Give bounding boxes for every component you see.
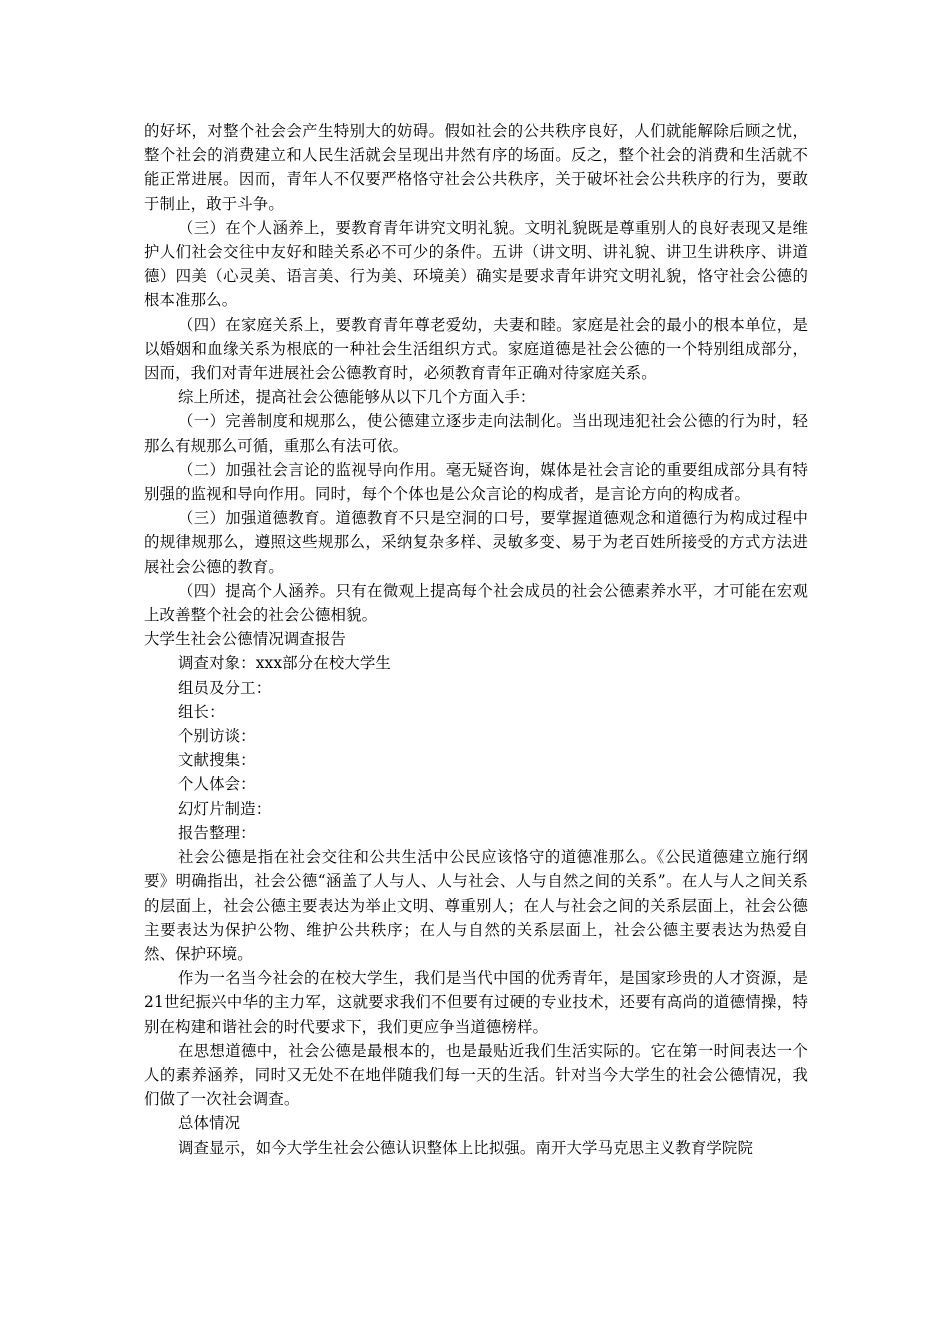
- paragraph-measure-3: （三）加强道德教育。道德教育不只是空洞的口号，要掌握道德观念和道德行为构成过程中的规律规那么，遵照这些规那么，采纳复杂多样、灵敏多变、易于为老百姓所接受的方式方法进展社会公德的教育。: [144, 509, 808, 576]
- team-leader-label: 组长：: [178, 702, 225, 721]
- report-editing-label: 报告整理：: [178, 823, 256, 842]
- survey-subject: 调查对象：xxx部分在校大学生: [178, 654, 391, 673]
- section-heading-overall: 总体情况: [178, 1114, 241, 1133]
- interviews-label: 个别访谈：: [178, 727, 256, 746]
- paragraph-survey-result: 调查显示，如今大学生社会公德认识整体上比拟强。南开大学马克思主义教育学院院: [178, 1138, 754, 1157]
- paragraph-definition: 社会公德是指在社会交往和公共生活中公民应该恪守的道德准那么。《公民道德建立施行纲要》明确指出，社会公德“涵盖了人与人、人与社会、人与自然之间的关系”。在人与人之间关系的层面上，社会公德主要表达为举止文明、尊重别人；在人与社会之间的关系层面上，社会公德主要表达为保护公物、维护公共秩序；在人与自然的关系层面上，社会公德主要表达为热爱自然、保护环境。: [144, 848, 808, 963]
- paragraph-measure-1: （一）完善制度和规那么，使公德建立逐步走向法制化。当出现违犯社会公德的行为时，轻那么有规那么可循，重那么有法可依。: [144, 412, 808, 455]
- document-page: [144, 119, 808, 1160]
- paragraph-public-order: 的好坏，对整个社会会产生特别大的妨碍。假如社会的公共秩序良好，人们就能解除后顾之忧，整个社会的消费建立和人民生活就会呈现出井然有序的场面。反之，整个社会的消费和生活就不能正常进展。因而，青年人不仅要严格恪守社会公共秩序，关于破坏社会公共秩序的行为，要敢于制止，敢于斗争。: [144, 122, 808, 213]
- paragraph-measure-2: （二）加强社会言论的监视导向作用。毫无疑咨询，媒体是社会言论的重要组成部分具有特别强的监视和导向作用。同时，每个个体也是公众言论的构成者，是言论方向的构成者。: [144, 460, 808, 504]
- team-members-label: 组员及分工：: [178, 678, 272, 697]
- slides-label: 幻灯片制造：: [178, 799, 272, 818]
- paragraph-measure-4: （四）提高个人涵养。只有在微观上提高每个社会成员的社会公德素养水平，才可能在宏观上改善整个社会的社会公德相貌。: [144, 581, 808, 625]
- paragraph-morality: 在思想道德中，社会公德是最根本的，也是最贴近我们生活实际的。它在第一时间表达一个人的素养涵养，同时又无处不在地伴随我们每一天的生活。针对当今大学生的社会公德情况，我们做了一次社会调查。: [144, 1041, 808, 1109]
- report-title: 大学生社会公德情况调查报告: [144, 630, 347, 649]
- paragraph-students: 作为一名当今社会的在校大学生，我们是当代中国的优秀青年，是国家珍贵的人才资源，是21世纪振兴中华的主力军，这就要求我们不但要有过硬的专业技术，还要有高尚的道德情操，特别在构建和谐社会的时代要求下，我们更应争当道德榜样。: [144, 969, 808, 1036]
- paragraph-family: （四）在家庭关系上，要教育青年尊老爱幼，夫妻和睦。家庭是社会的最小的根本单位，是以婚姻和血缘关系为根底的一种社会生活组织方式。家庭道德是社会公德的一个特别组成部分，因而，我们对青年进展社会公德教育时，必须教育青年正确对待家庭关系。: [144, 315, 808, 383]
- paragraph-summary: 综上所述，提高社会公德能够从以下几个方面入手：: [178, 388, 536, 407]
- literature-label: 文献搜集：: [178, 751, 256, 770]
- paragraph-civility: （三）在个人涵养上，要教育青年讲究文明礼貌。文明礼貌既是尊重别人的良好表现又是维护人们社会交往中友好和睦关系必不可少的条件。五讲（讲文明、讲礼貌、讲卫生讲秩序、讲道德）四美（心灵美、语言美、行为美、环境美）确实是要求青年讲究文明礼貌，恪守社会公德的根本准那么。: [144, 218, 808, 310]
- reflection-label: 个人体会：: [178, 775, 256, 794]
